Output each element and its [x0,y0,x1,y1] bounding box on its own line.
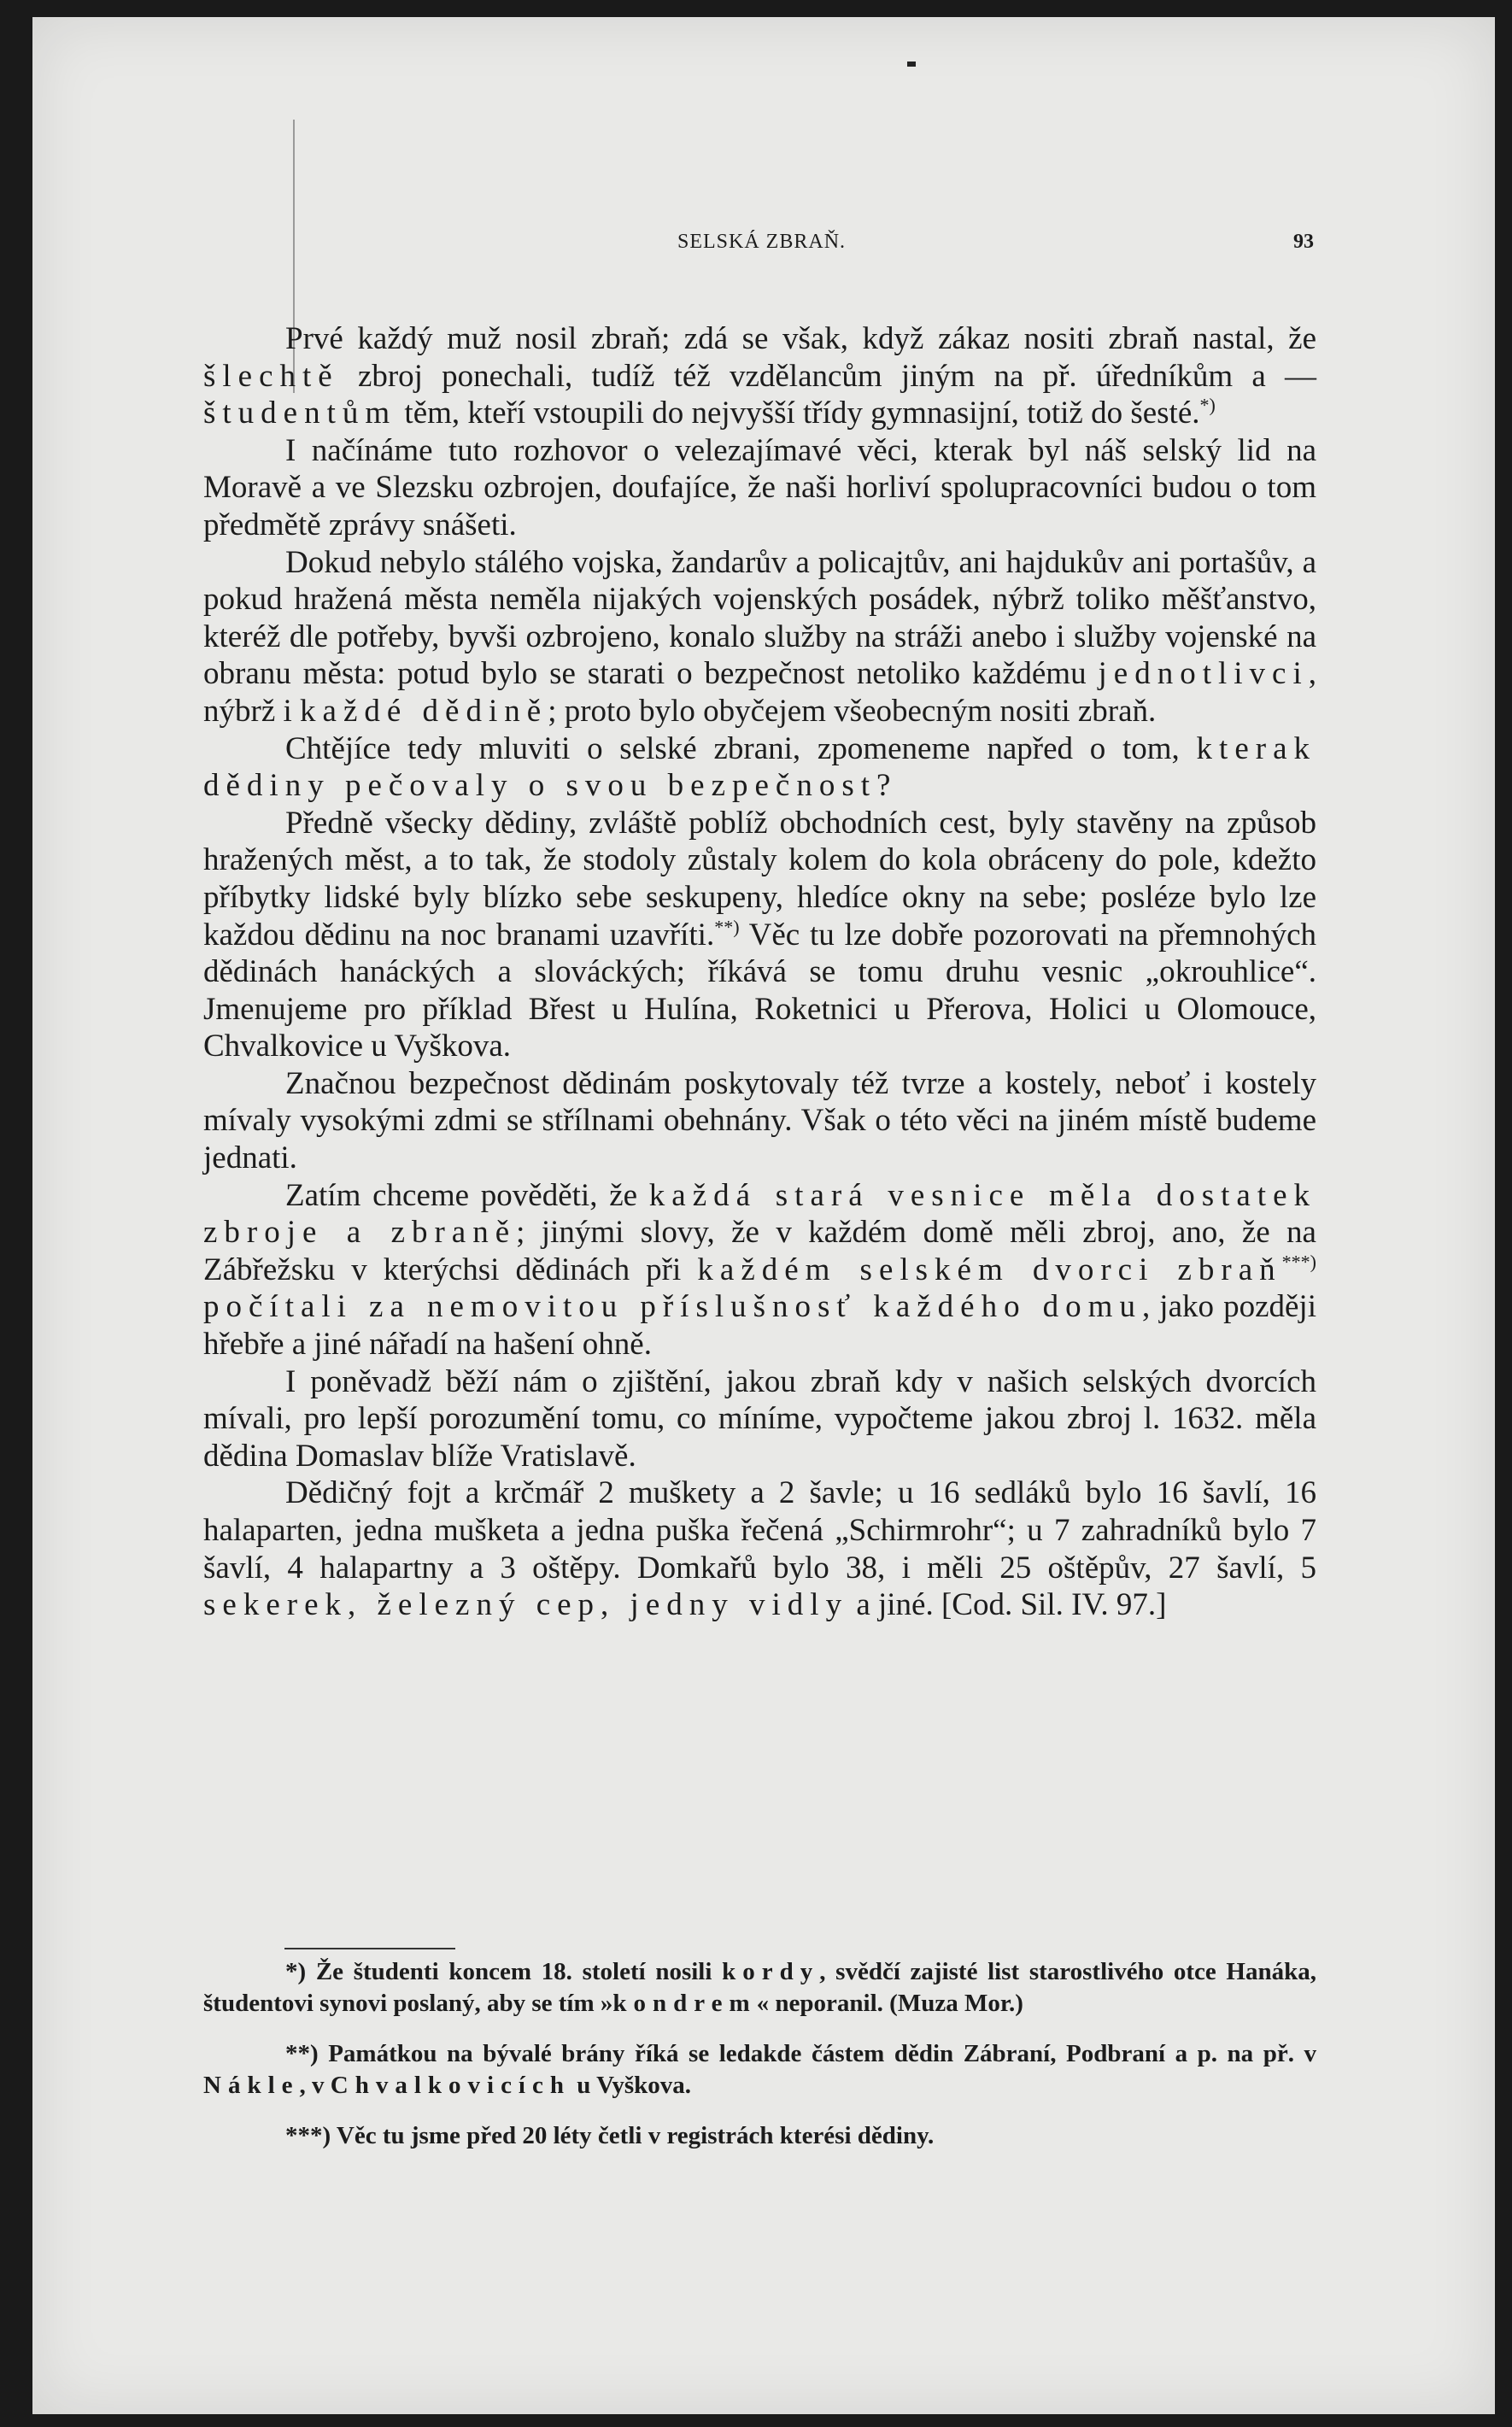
spaced-emphasis: Chvalkovicích [330,2072,571,2099]
spaced-emphasis: každém selském dvorci zbraň [697,1252,1282,1287]
paragraph-9 [203,1474,1316,1623]
text-run: Dědičný fojt a krčmář 2 muškety a 2 šavle; u 16 sedláků bylo 16 šavlí, 16 halaparten, jedna mušketa a jedna puška řečená „Schirmrohr“; u 7 zahradníků bylo 7 šavlí, 4 halapartny a 3 oštěpy. Domkařů bylo 38, i měli 25 oštěpův, 27 šavlí, 5 [203,1475,1316,1586]
spaced-emphasis: šlechtě [203,358,339,394]
text-run: Zatím chceme pověděti, že [285,1177,649,1213]
spaced-emphasis: každé dědině [300,693,548,729]
page-header [203,231,1314,265]
text-run: ; proto bylo obyčejem všeobecným nositi zbraň. [548,693,1157,729]
text-run: , v [299,2072,331,2099]
footnote-marker: ***) [285,2122,331,2149]
spaced-emphasis: jednotlivci [1098,656,1309,692]
spaced-emphasis: študentům [203,396,397,431]
footnote-2 [203,2038,1316,2102]
text-run: u Vyškova. [571,2072,692,2099]
text-run: , svědčí zajisté list starostlivého otce Hanáka, študentovi synovi poslaný, aby se tím » [203,1958,1316,2017]
spaced-emphasis: počítali za nemovitou příslušnosť každého domu [203,1289,1142,1325]
text-run: Věc tu lze dobře pozorovati na přemnohých dědinách hanáckých a slováckých; říkává se tomu druhu vesnic „okrouhlice“. Jmenujeme pro příklad Břest u Hulína, Roketnici u Přerova, Holici u Olomouce, Chvalkovice u Vyškova. [203,917,1317,1064]
text-run: Věc tu jsme před 20 léty četli v registrách kterési dědiny. [331,2122,935,2149]
footnote-rule [284,1948,455,1949]
paragraph-6 [203,1065,1316,1177]
text-run: I poněvadž běží nám o zjištění, jakou zbraň kdy v našich selských dvorcích mívali, pro lepší porozumění tomu, co míníme, vypočteme jakou zbroj l. 1632. měla dědina Domaslav blíže Vratislavě. [203,1363,1316,1474]
paragraph-8 [203,1363,1316,1475]
spaced-emphasis: kterak dědiny pečovaly o svou bezpečnost [203,730,1316,804]
text-run: Dokud nebylo stálého vojska, žandarův a policajtův, ani hajdukův ani portašův, a pokud hražená města neměla nijakých vojenských posádek, nýbrž toliko měšťanstvo, kteréž dle potřeby, byvši ozbrojeno, konalo služby na stráži anebo i služby vojenské na obranu města: potud bylo se starati o bezpečnost netoliko každému [203,544,1316,692]
spaced-emphasis: kordy [722,1958,820,1985]
text-run: I načínáme tuto rozhovor o velezajímavé věci, kterak byl náš selský lid na Moravě a ve Slezsku ozbrojen, doufajíce, že naši horliví spolupracovníci budou o tom předmětě zprávy snášeti. [203,432,1316,542]
paragraph-3 [203,544,1316,730]
spaced-emphasis: kondrem [612,1990,757,2017]
text-run: Značnou bezpečnost dědinám poskytovaly též tvrze a kostely, neboť i kostely mívaly vysokými zdmi se střílnami obehnány. Však o této věci na jiném místě budeme jednati. [203,1065,1316,1176]
body-text [203,320,1316,1624]
footnote-marker: *) [1199,394,1216,416]
paragraph-4 [203,730,1316,805]
spaced-emphasis: Nákle [203,2072,300,2099]
footnote-marker: **) [714,916,740,938]
paragraph-2 [203,432,1316,544]
text-run: ? [876,768,891,804]
page-number: 93 [1293,231,1314,253]
book-page [32,17,1495,2414]
print-speck [907,62,916,67]
text-run: , nýbrž i [203,656,1316,729]
footnote-3 [203,2120,1316,2152]
text-run: Památkou na bývalé brány říká se ledakde částem dědin Zábraní, Podbraní a p. na př. v [318,2040,1316,2067]
text-run: těm, kteří vstoupili do nejvyšší třídy gymnasijní, totiž do šesté. [396,396,1200,431]
text-run: Prvé každý muž nosil zbraň; zdá se však, když zákaz nositi zbraň nastal, že [285,321,1316,356]
footnote-marker: *) [285,1958,307,1985]
footnote-1 [203,1956,1316,2020]
paragraph-7 [203,1177,1316,1363]
text-run: Chtějíce tedy mluviti o selské zbrani, zpomeneme napřed o tom, [285,730,1197,766]
text-run: « neporanil. (Muza Mor.) [756,1990,1023,2017]
footnote-marker: ***) [1281,1251,1316,1273]
footnotes [203,1956,1316,2152]
text-run: zbroj ponechali, tudíž též vzdělancům jiným na př. úředníkům a — [338,358,1316,394]
text-run: ; jinými slovy, že v každém domě měli zbroj, ano, že na Zábřežsku v kterýchsi dědinách při [203,1215,1316,1287]
paragraph-5 [203,805,1316,1065]
text-run: Že študenti koncem 18. století nosili [306,1958,723,1985]
text-run: , jako později hřebře a jiné nářadí na hašení ohně. [203,1289,1316,1363]
text-run: Předně všecky dědiny, zvláště poblíž obchodních cest, byly stavěny na způsob hražených měst, a to tak, že stodoly zůstaly kolem do kola obráceny do pole, kdežto příbytky lidské byly blízko sebe seskupeny, hledíce okny na sebe; posléze bylo lze každou dědinu na noc branami uzavříti. [203,805,1316,953]
spaced-emphasis: každá stará vesnice měla dostatek zbroje a zbraně [203,1177,1316,1251]
footnote-marker: **) [285,2040,319,2067]
text-run: a jiné. [Cod. Sil. IV. 97.] [848,1587,1167,1623]
spaced-emphasis: sekerek, železný cep, jedny vidly [203,1587,849,1623]
running-title: SELSKÁ ZBRAŇ. [677,231,847,253]
paragraph-1 [203,320,1316,432]
